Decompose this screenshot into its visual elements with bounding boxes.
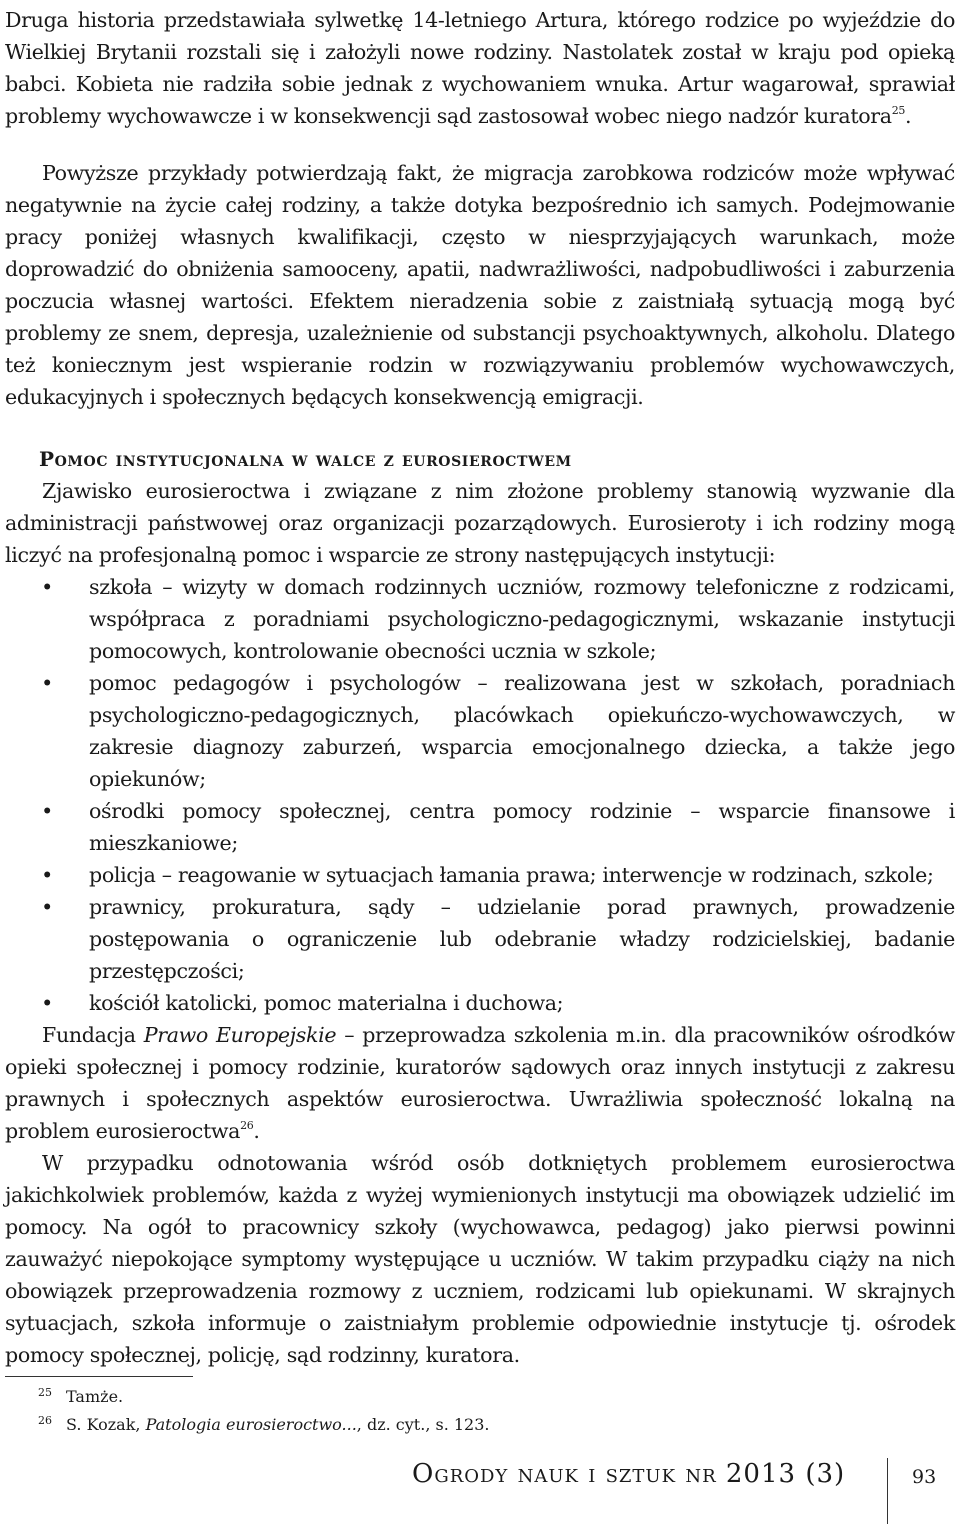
list-item-text: szkoła – wizyty w domach rodzinnych uczniów, rozmowy telefoniczne z rodzicami, współpraca z poradniami psychologiczno-pedagogicznymi, wskazanie instytucji pomocowych, kontrolowanie obecności ucznia w szkole; xyxy=(89,575,955,663)
bullet-icon: • xyxy=(41,671,53,695)
list-item xyxy=(5,795,955,859)
footnote-text: Tamże. xyxy=(66,1387,124,1406)
list-item-text: prawnicy, prokuratura, sądy – udzielanie porad prawnych, prowadzenie postępowania o ograniczenie lub odebranie władzy rodzicielskiej, badanie przestępczości; xyxy=(89,895,955,983)
bullet-icon: • xyxy=(41,863,53,887)
list-item xyxy=(5,891,955,987)
section-heading: Pomoc instytucjonalna w walce z eurosieroctwem xyxy=(39,447,572,471)
footer-divider xyxy=(887,1458,888,1524)
footnote-25 xyxy=(38,1383,490,1411)
closing-paragraph: W przypadku odnotowania wśród osób dotkniętych problemem eurosieroctwa jakichkolwiek problemów, każda z wyżej wymienionych instytucji ma obowiązek udzielić im pomocy. Na ogół to pracownicy szkoły (wychowawca, pedagog) jako pierwsi powinni zauważyć niepokojące symptomy występujące u uczniów. W takim przypadku ciąży na nich obowiązek przeprowadzenia rozmowy z uczniem, rodzicami lub opiekunami. W skrajnych sytuacjach, szkoła informuje o zaistniałym problemie odpowiednie instytucje tj. ośrodek pomocy społecznej, policję, sąd rodzinny, kuratora. xyxy=(5,1151,955,1367)
footnotes xyxy=(38,1383,490,1439)
institutions-list xyxy=(5,571,955,1019)
fundacja-text: – przeprowadza szkolenia m.in. dla pracowników ośrodków opieki społecznej i pomocy rodzinie, kuratorów sądowych oraz innych instytucji z zakresu prawnych i społecznych aspektów eurosieroctwa. Uwrażliwia społeczność lokalną na problem eurosieroctwa xyxy=(5,1023,956,1143)
fundacja-end: . xyxy=(253,1119,260,1143)
footnote-title: Patologia eurosieroctwo... xyxy=(145,1415,357,1434)
intro-text: Druga historia przedstawiała sylwetkę 14-letniego Artura, którego rodzice po wyjeździe do Wielkiej Brytanii rozstali się i założyli nowe rodziny. Nastolatek został w kraju pod opieką babci. Kobieta nie radziła sobie jednak z wychowaniem wnuka. Artur wagarował, sprawiał problemy wychowawcze i w konsekwencji sąd zastosował wobec niego nadzór kuratora xyxy=(5,8,955,128)
footnote-ref-26[interactable]: 26 xyxy=(240,1119,254,1132)
fundacja-text-start: Fundacja xyxy=(42,1023,144,1047)
list-item-text: pomoc pedagogów i psychologów – realizowana jest w szkołach, poradniach psychologiczno-pedagogicznych, placówkach opiekuńczo-wychowawczych, w zakresie diagnozy zaburzeń, wsparcia emocjonalnego dziecka, a także jego opiekunów; xyxy=(89,671,955,791)
section-intro-paragraph: Zjawisko eurosieroctwa i związane z nim złożone problemy stanowią wyzwanie dla administracji państwowej oraz organizacji pozarządowych. Eurosieroty i ich rodziny mogą liczyć na profesjonalną pomoc i wsparcie ze strony następujących instytucji: xyxy=(5,479,955,567)
bullet-icon: • xyxy=(41,799,53,823)
list-item xyxy=(5,859,955,891)
list-item-text: policja – reagowanie w sytuacjach łamania prawa; interwencje w rodzinach, szkole; xyxy=(89,863,934,887)
list-item xyxy=(5,667,955,795)
body-paragraph-text: Powyższe przykłady potwierdzają fakt, że migracja zarobkowa rodziców może wpływać negatywnie na życie całej rodziny, a także dotyka bezpośrednio ich samych. Podejmowanie pracy poniżej własnych kwalifikacji, często w niesprzyjających warunkach, może doprowadzić do obniżenia samooceny, apatii, nadwrażliwości, nadpobudliwości i zaburzenia poczucia własnej wartości. Efektem nieradzenia sobie z zaistniałą sytuacją mogą być problemy ze snem, depresja, uzależnienie od substancji psychoaktywnych, alkoholu. Dlatego też koniecznym jest wspieranie rodzin w rozwiązywaniu problemów wychowawczych, edukacyjnych i społecznych będących konsekwencją emigracji. xyxy=(5,161,955,409)
bullet-icon: • xyxy=(41,895,53,919)
list-item xyxy=(5,987,955,1019)
section-institutional-help xyxy=(5,443,955,1371)
footnote-separator xyxy=(5,1376,193,1377)
list-item-text: ośrodki pomocy społecznej, centra pomocy rodzinie – wsparcie finansowe i mieszkaniowe; xyxy=(89,799,955,855)
list-item-text: kościół katolicki, pomoc materialna i duchowa; xyxy=(89,991,564,1015)
page-number: 93 xyxy=(912,1466,937,1488)
footnote-text xyxy=(66,1411,490,1439)
footnote-ref-25[interactable]: 25 xyxy=(891,104,906,117)
body-paragraph xyxy=(5,157,955,413)
intro-end: . xyxy=(905,104,912,128)
footnote-26 xyxy=(38,1411,490,1439)
intro-paragraph xyxy=(5,4,955,132)
bullet-icon: • xyxy=(41,991,53,1015)
bullet-icon: • xyxy=(41,575,53,599)
footnote-author: S. Kozak, xyxy=(66,1415,146,1434)
footnote-number: 25 xyxy=(38,1386,52,1399)
list-item xyxy=(5,571,955,667)
footnote-citation: , dz. cyt., s. 123. xyxy=(356,1415,490,1434)
fundacja-name: Prawo Europejskie xyxy=(143,1023,337,1047)
journal-title: Ogrody nauk i sztuk nr 2013 (3) xyxy=(412,1459,846,1489)
fundacja-paragraph xyxy=(5,1019,955,1147)
footnote-number: 26 xyxy=(38,1414,52,1427)
